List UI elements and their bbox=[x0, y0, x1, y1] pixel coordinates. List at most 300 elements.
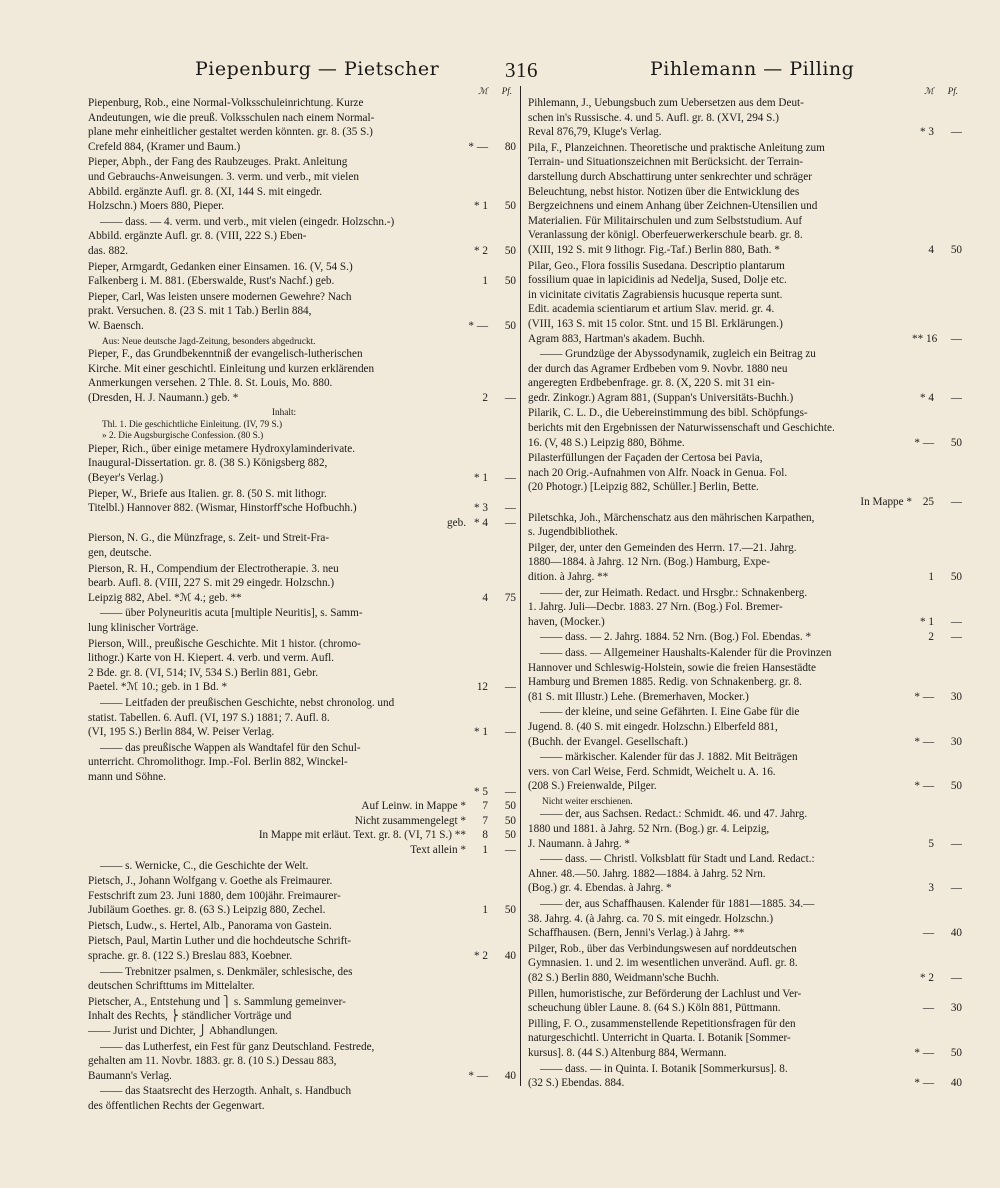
entry-line bbox=[88, 155, 516, 170]
page-number: 316 bbox=[505, 58, 538, 82]
entry-line bbox=[88, 979, 516, 994]
entry-line bbox=[88, 290, 516, 305]
entry-line bbox=[88, 696, 516, 711]
entry-text: vers. von Carl Weise, Ferd. Schmidt, Weichelt u. A. 16. bbox=[528, 765, 776, 778]
entry-line bbox=[528, 765, 962, 780]
price-mark: * 2 bbox=[474, 244, 488, 257]
entry-text: Falkenberg i. M. 881. (Eberswalde, Rust's Nachf.) geb. bbox=[88, 275, 335, 288]
entry-line bbox=[528, 926, 962, 941]
price-pfennig: — bbox=[504, 843, 516, 856]
entry-line bbox=[88, 125, 516, 140]
entry-line bbox=[528, 615, 962, 630]
entry-line bbox=[88, 376, 516, 391]
price-pfennig: — bbox=[950, 615, 962, 628]
entry-line bbox=[528, 317, 962, 332]
price-pfennig: — bbox=[950, 496, 962, 509]
entry-text: Ahner. 48.—50. Jahrg. 1882—1884. à Jahrg. 52 Nrn. bbox=[528, 867, 766, 880]
price-mark: 2 bbox=[482, 391, 488, 404]
entry-text: lung klinischer Vorträge. bbox=[88, 622, 199, 634]
price-pfennig: 50 bbox=[504, 904, 516, 917]
entry-line bbox=[88, 244, 516, 259]
catalog-entry bbox=[528, 852, 962, 896]
entry-text: Pilling, F. O., zusammenstellende Repetitionsfragen für den bbox=[528, 1017, 796, 1030]
entry-text: Pietsch, J., Johann Wolfgang v. Goethe als Freimaurer. bbox=[88, 875, 333, 888]
entry-line bbox=[88, 215, 516, 230]
price-mark: * 1 bbox=[474, 726, 488, 739]
catalog-entry bbox=[528, 705, 962, 749]
price-mark: 2 bbox=[928, 631, 934, 644]
entry-text: Anmerkungen versehen. 2 Thle. 8. St. Louis, Mo. 880. bbox=[88, 377, 333, 390]
entry-text: Holzschn.) Moers 880, Pieper. bbox=[88, 200, 225, 213]
entry-text: —— über Polyneuritis acuta [multiple Neuritis], s. Samm- bbox=[100, 607, 363, 620]
entry-line bbox=[88, 362, 516, 377]
entry-line bbox=[528, 555, 962, 570]
entry-line bbox=[88, 546, 516, 561]
entry-text: Pieper, Abph., der Fang des Raubzeuges. Prakt. Anleitung bbox=[88, 156, 348, 169]
entry-text: —— der, aus Schaffhausen. Kalender für 1881—1885. 34.— bbox=[540, 897, 815, 910]
entry-text: Baumann's Verlag. bbox=[88, 1069, 172, 1082]
entry-text: Pietsch, Ludw., s. Hertel, Alb., Panorama von Gastein. bbox=[88, 919, 332, 932]
price-pfennig: 50 bbox=[950, 1046, 962, 1059]
price-mark: 4 bbox=[482, 591, 488, 604]
catalog-entry bbox=[88, 155, 516, 213]
entry-line bbox=[88, 995, 516, 1010]
entry-line bbox=[528, 214, 962, 229]
entry-line bbox=[528, 406, 962, 421]
entry-line bbox=[88, 785, 516, 800]
entry-text: —— das Staatsrecht des Herzogth. Anhalt, s. Handbuch bbox=[100, 1085, 352, 1098]
entry-line bbox=[528, 243, 962, 258]
price-mark: 12 bbox=[476, 681, 488, 694]
entry-line bbox=[88, 471, 516, 486]
entry-line bbox=[88, 874, 516, 889]
entry-line bbox=[528, 347, 962, 362]
entry-text: (XIII, 192 S. mit 9 lithogr. Fig.-Taf.) Berlin 880, Bath. * bbox=[528, 243, 780, 256]
catalog-entry bbox=[528, 541, 962, 585]
catalog-entry bbox=[528, 897, 962, 941]
entry-text: Nicht weiter erschienen. bbox=[542, 796, 633, 807]
entry-line bbox=[528, 155, 962, 170]
entry-text: Nicht zusammengelegt * bbox=[354, 814, 466, 827]
entry-text: haven, (Mocker.) bbox=[528, 615, 605, 628]
entry-text: —— märkischer. Kalender für das J. 1882. Mit Beiträgen bbox=[540, 751, 798, 764]
price-pfennig: — bbox=[950, 971, 962, 984]
price-pfennig: 30 bbox=[950, 1002, 962, 1015]
catalog-entry bbox=[88, 965, 516, 994]
entry-text: In Mappe * bbox=[860, 496, 912, 509]
entry-line bbox=[528, 779, 962, 794]
entry-text: gehalten am 11. Novbr. 1883. gr. 8. (10 S.) Dessau 883, bbox=[88, 1055, 337, 1068]
entry-line bbox=[88, 934, 516, 949]
catalog-entry bbox=[88, 335, 516, 347]
entry-line bbox=[528, 646, 962, 661]
entry-text: —— der, zur Heimath. Redact. und Hrsgbr.: Schnakenberg. bbox=[540, 586, 808, 599]
price-pfennig: — bbox=[504, 681, 516, 694]
entry-line bbox=[88, 843, 516, 858]
entry-text: fossilium quae in lapicidinis ad Nedelja, Sused, Dolje etc. bbox=[528, 274, 787, 287]
entry-text: Inhalt: bbox=[271, 408, 297, 419]
entry-line bbox=[88, 111, 516, 126]
price-mark: * — bbox=[468, 140, 488, 153]
entry-text: Pila, F., Planzeichnen. Theoretische und praktische Anleitung zum bbox=[528, 141, 825, 154]
entry-line bbox=[528, 541, 962, 556]
price-pfennig: 50 bbox=[504, 814, 516, 827]
entry-text: 16. (V, 48 S.) Leipzig 880, Böhme. bbox=[528, 436, 685, 449]
entry-text: (Buchh. der Evangel. Gesellschaft.) bbox=[528, 735, 688, 748]
entry-text: Schaffhausen. (Bern, Jenni's Verlag.) à Jahrg. ** bbox=[528, 927, 745, 940]
price-pfennig: 30 bbox=[950, 735, 962, 748]
catalog-entry bbox=[88, 741, 516, 858]
price-mark: 1 bbox=[482, 843, 488, 856]
price-unit-header bbox=[528, 84, 962, 96]
catalog-entry bbox=[88, 859, 516, 874]
entry-line bbox=[528, 96, 962, 111]
entry-text: Pietsch, Paul, Martin Luther und die hochdeutsche Schrift- bbox=[88, 935, 352, 948]
entry-line bbox=[528, 466, 962, 481]
entry-text: Hamburg und Bremen 1885. Redig. von Schnakenberg. gr. 8. bbox=[528, 676, 802, 689]
entry-text: Piepenburg, Rob., eine Normal-Volksschuleinrichtung. Kurze bbox=[88, 97, 364, 109]
entry-text: deutschen Schrifttums im Mittelalter. bbox=[88, 980, 255, 993]
price-mark: * 3 bbox=[920, 126, 934, 139]
entry-text: Pietscher, A., Entstehung und ⎫ s. Sammlung gemeinver- bbox=[88, 995, 346, 1008]
entry-text: Auf Leinw. in Mappe * bbox=[361, 800, 466, 813]
entry-text: 2 Bde. gr. 8. (VI, 514; IV, 534 S.) Berlin 881, Gebr. bbox=[88, 666, 319, 679]
entry-text: Inhalt des Rechts, ⎬ ständlicher Vorträge und bbox=[88, 1010, 292, 1023]
catalog-entry bbox=[88, 696, 516, 740]
entry-line bbox=[528, 525, 962, 540]
entry-text: Pilger, der, unter den Gemeinden des Herrn. 17.—21. Jahrg. bbox=[528, 541, 797, 554]
catalog-entry bbox=[528, 511, 962, 540]
price-mark: * 1 bbox=[920, 615, 934, 628]
entry-line bbox=[528, 690, 962, 705]
entry-line bbox=[88, 199, 516, 214]
entry-line bbox=[528, 1031, 962, 1046]
entry-line bbox=[88, 1054, 516, 1069]
entry-text: Veranlassung der königl. Oberfeuerwerkerschule bearb. gr. 8. bbox=[528, 229, 803, 242]
entry-line bbox=[88, 903, 516, 918]
entry-text: Abbild. ergänzte Aufl. gr. 8. (XI, 144 S. mit eingedr. bbox=[88, 185, 323, 198]
price-mark: * 3 bbox=[474, 502, 488, 515]
catalog-entry bbox=[528, 795, 962, 807]
price-pfennig: — bbox=[504, 785, 516, 798]
price-pfennig: 40 bbox=[504, 950, 516, 963]
entry-text: Piletschka, Joh., Märchenschatz aus den mährischen Karpathen, bbox=[528, 511, 815, 524]
price-mark: — bbox=[922, 927, 934, 940]
entry-text: —— der, aus Sachsen. Redact.: Schmidt. 46. und 47. Jahrg. bbox=[540, 808, 808, 821]
entry-text: und Gebrauchs-Anweisungen. 3. verm. und verb., mit vielen bbox=[88, 170, 359, 183]
entry-text: Pieper, W., Briefe aus Italien. gr. 8. (50 S. mit lithogr. bbox=[88, 487, 327, 500]
entry-text: Hannover und Schleswig-Holstein, sowie die freien Hansestädte bbox=[528, 661, 817, 674]
entry-line bbox=[88, 274, 516, 289]
entry-line bbox=[528, 288, 962, 303]
catalog-entry bbox=[528, 586, 962, 630]
entry-line bbox=[88, 456, 516, 471]
entry-line bbox=[88, 711, 516, 726]
entry-text: Terrain- und Situationszeichnen mit Berücksicht. der Terrain- bbox=[528, 156, 804, 169]
entry-line bbox=[528, 511, 962, 526]
entry-line bbox=[528, 971, 962, 986]
catalog-entry bbox=[88, 995, 516, 1039]
entry-line bbox=[528, 720, 962, 735]
price-pfennig: 50 bbox=[950, 436, 962, 449]
catalog-entry bbox=[528, 1017, 962, 1061]
entry-line bbox=[88, 185, 516, 200]
entry-text: —— Trebnitzer psalmen, s. Denkmäler, schlesische, des bbox=[100, 965, 353, 978]
catalog-entry bbox=[88, 487, 516, 531]
entry-line bbox=[528, 1017, 962, 1032]
entry-line bbox=[528, 273, 962, 288]
price-mark: — bbox=[922, 1002, 934, 1015]
entry-line bbox=[88, 828, 516, 843]
entry-text: Agram 883, Hartman's akadem. Buchh. bbox=[528, 332, 705, 345]
entry-text: —— dass. — Christl. Volksblatt für Stadt und Land. Redact.: bbox=[540, 853, 815, 866]
entry-text: W. Baensch. bbox=[88, 319, 144, 332]
entry-line bbox=[88, 442, 516, 457]
entry-text: nach 20 Orig.-Aufnahmen von Alfr. Noack in Genua. Fol. bbox=[528, 466, 788, 479]
entry-line bbox=[88, 1040, 516, 1055]
entry-text: Reval 876,79, Kluge's Verlag. bbox=[528, 126, 662, 139]
entry-text: Festschrift zum 23. Juni 1880, dem 100jähr. Freimaurer- bbox=[88, 889, 341, 902]
entry-line bbox=[88, 799, 516, 814]
entry-text: —— Jurist und Dichter, ⎭ Abhandlungen. bbox=[88, 1025, 278, 1038]
entry-text: Pierson, R. H., Compendium der Electrotherapie. 3. neu bbox=[88, 562, 339, 575]
price-pfennig: 50 bbox=[950, 780, 962, 793]
entry-text: (Beyer's Verlag.) bbox=[88, 472, 164, 485]
entry-text: plane mehr einheitlicher gestaltet werden könnten. gr. 8. (35 S.) bbox=[88, 126, 373, 139]
entry-text: statist. Tabellen. 6. Aufl. (VI, 197 S.) 1881; 7. Aufl. 8. bbox=[88, 711, 330, 724]
entry-text: in vicinitate civitatis Zagrabiensis hucusque reperta sunt. bbox=[528, 288, 783, 301]
entry-text: (208 S.) Freienwalde, Pilger. bbox=[528, 780, 657, 793]
entry-line bbox=[88, 406, 516, 418]
entry-text: (VI, 195 S.) Berlin 884, W. Peiser Verlag. bbox=[88, 726, 275, 739]
entry-text: des öffentlichen Rechts der Gegenwart. bbox=[88, 1100, 265, 1112]
entry-line bbox=[528, 897, 962, 912]
entry-line bbox=[528, 600, 962, 615]
catalog-entry bbox=[528, 646, 962, 704]
price-pfennig: 50 bbox=[504, 200, 516, 213]
entry-text: Andeutungen, wie die preuß. Volksschulen nach einem Normal- bbox=[88, 111, 375, 124]
price-pfennig: 50 bbox=[950, 571, 962, 583]
entry-text: geb. bbox=[447, 516, 466, 529]
price-pfennig: — bbox=[504, 726, 516, 739]
entry-text: (Bog.) gr. 4. Ebendas. à Jahrg. * bbox=[528, 882, 672, 895]
entry-line bbox=[88, 140, 516, 155]
entry-line bbox=[88, 1099, 516, 1114]
entry-line bbox=[88, 606, 516, 621]
entry-text: Jugend. 8. (40 S. mit eingedr. Holzschn.) Elberfeld 881, bbox=[528, 720, 778, 733]
price-mark: ** 16 bbox=[912, 332, 938, 345]
price-pfennig: — bbox=[504, 391, 516, 404]
entry-line bbox=[88, 859, 516, 874]
entry-line bbox=[528, 259, 962, 274]
entry-text: (82 S.) Berlin 880, Weidmann'sche Buchh. bbox=[528, 971, 720, 984]
price-pfennig: 30 bbox=[950, 690, 962, 703]
catalog-entry bbox=[528, 451, 962, 509]
entry-line bbox=[528, 822, 962, 837]
entry-line bbox=[88, 1084, 516, 1099]
entry-text: naturgeschichtl. Unterricht in Quarta. I. Botanik [Sommer- bbox=[528, 1032, 791, 1045]
catalog-entry bbox=[528, 96, 962, 140]
entry-line bbox=[528, 185, 962, 200]
entry-text: Materialien. Für Militairschulen und zum Selbststudium. Auf bbox=[528, 214, 803, 227]
price-mark: 4 bbox=[928, 243, 934, 256]
entry-text: prakt. Versuchen. 8. (23 S. mit 1 Tab.) Berlin 884, bbox=[88, 305, 312, 318]
entry-text: (81 S. mit Illustr.) Lehe. (Bremerhaven, Mocker.) bbox=[528, 690, 749, 703]
entry-line bbox=[528, 125, 962, 140]
entry-line bbox=[528, 942, 962, 957]
entry-text: —— dass. — Allgemeiner Haushalts-Kalender für die Provinzen bbox=[540, 646, 832, 659]
price-mark: * 1 bbox=[474, 472, 488, 485]
catalog-entry bbox=[528, 1062, 962, 1091]
price-pfennig: — bbox=[504, 472, 516, 485]
entry-text: bearb. Aufl. 8. (VIII, 227 S. mit 29 eingedr. Holzschn.) bbox=[88, 577, 335, 590]
entry-text: —— der kleine, und seine Gefährten. I. Eine Gabe für die bbox=[540, 706, 800, 719]
entry-text: unterricht. Chromolithogr. Imp.-Fol. Berlin 882, Winckel- bbox=[88, 756, 348, 769]
entry-line bbox=[88, 637, 516, 652]
price-pfennig: 50 bbox=[504, 829, 516, 842]
entry-line bbox=[88, 651, 516, 666]
entry-line bbox=[88, 621, 516, 636]
catalog-entry bbox=[88, 347, 516, 405]
entry-line bbox=[88, 741, 516, 756]
entry-line bbox=[88, 562, 516, 577]
entry-line bbox=[528, 199, 962, 214]
entry-text: Bergzeichnens und einem Anhang über Zeichnen-Utensilien und bbox=[528, 200, 818, 213]
entry-line bbox=[528, 1001, 962, 1016]
entry-line bbox=[528, 807, 962, 822]
catalog-entry bbox=[88, 1084, 516, 1113]
entry-text: Pierson, Will., preußische Geschichte. Mit 1 histor. (chromo- bbox=[88, 637, 361, 650]
mark-unit: ℳ bbox=[478, 86, 488, 96]
catalog-entry bbox=[528, 987, 962, 1016]
entry-line bbox=[88, 96, 516, 111]
entry-line bbox=[528, 867, 962, 882]
price-pfennig: — bbox=[950, 882, 962, 895]
price-mark: 5 bbox=[928, 837, 934, 850]
price-pfennig: — bbox=[950, 332, 962, 345]
price-mark: 25 bbox=[922, 496, 934, 509]
entry-line bbox=[528, 421, 962, 436]
entry-line bbox=[528, 302, 962, 317]
entry-line bbox=[528, 675, 962, 690]
entry-text: Pihlemann, J., Uebungsbuch zum Uebersetzen aus dem Deut- bbox=[528, 97, 804, 109]
catalog-entry bbox=[88, 406, 516, 441]
entry-text: Jubiläum Goethes. gr. 8. (63 S.) Leipzig 880, Zechel. bbox=[88, 904, 326, 917]
price-mark: * 2 bbox=[474, 950, 488, 963]
entry-text: » 2. Die Augsburgische Confession. (80 S.) bbox=[102, 431, 264, 442]
price-mark: 8 bbox=[482, 829, 488, 842]
entry-line bbox=[528, 111, 962, 126]
entry-line bbox=[88, 418, 516, 430]
catalog-entry bbox=[88, 606, 516, 635]
entry-line bbox=[528, 881, 962, 896]
entry-line bbox=[88, 501, 516, 516]
entry-text: Pieper, Carl, Was leisten unsere modernen Gewehre? Nach bbox=[88, 290, 352, 303]
entry-text: Beleuchtung, nebst histor. Notizen über die Entwicklung des bbox=[528, 185, 800, 198]
entry-line bbox=[528, 630, 962, 645]
entry-line bbox=[528, 837, 962, 852]
price-mark: 1 bbox=[482, 904, 488, 917]
entry-text: sprache. gr. 8. (122 S.) Breslau 883, Koebner. bbox=[88, 950, 293, 963]
entry-text: schen in's Russische. 4. und 5. Aufl. gr. 8. (XVI, 294 S.) bbox=[528, 111, 779, 124]
entry-text: Titelbl.) Hannover 882. (Wismar, Hinstorff'sche Hofbuchh.) bbox=[88, 502, 357, 515]
entry-line bbox=[528, 852, 962, 867]
entry-text: —— dass. — 4. verm. und verb., mit vielen (eingedr. Holzschn.-) bbox=[100, 215, 395, 228]
entry-text: Aus: Neue deutsche Jagd-Zeitung, besonders abgedruckt. bbox=[102, 336, 316, 347]
entry-text: Pilar, Geo., Flora fossilis Susedana. Descriptio plantarum bbox=[528, 259, 785, 272]
entry-text: Thl. 1. Die geschichtliche Einleitung. (IV, 79 S.) bbox=[102, 419, 283, 430]
entry-text: (Dresden, H. J. Naumann.) geb. * bbox=[88, 391, 239, 404]
entry-text: Kirche. Mit einer geschichtl. Einleitung und kurzen erklärenden bbox=[88, 362, 375, 375]
entry-text: darstellung durch Abschattirung unter senkrechter und schräger bbox=[528, 170, 812, 183]
entry-text: J. Naumann. à Jahrg. * bbox=[528, 837, 631, 850]
entry-line bbox=[528, 956, 962, 971]
entry-line bbox=[88, 1069, 516, 1084]
entry-line bbox=[528, 1046, 962, 1061]
entry-line bbox=[528, 586, 962, 601]
entry-text: (20 Photogr.) [Leipzig 882, Schüller.] Berlin, Bette. bbox=[528, 481, 759, 494]
entry-line bbox=[88, 170, 516, 185]
entry-line bbox=[528, 362, 962, 377]
price-mark: * — bbox=[914, 1046, 934, 1059]
entry-line bbox=[88, 531, 516, 546]
entry-text: Crefeld 884, (Kramer und Baum.) bbox=[88, 140, 241, 153]
running-head-left: Piepenburg — Pietscher bbox=[195, 58, 440, 80]
left-column bbox=[88, 84, 516, 1174]
price-pfennig: — bbox=[950, 391, 962, 404]
price-pfennig: 40 bbox=[504, 1069, 516, 1082]
entry-text: Pilarik, C. L. D., die Uebereinstimmung des bibl. Schöpfungs- bbox=[528, 407, 808, 420]
price-mark: * — bbox=[914, 436, 934, 449]
entry-text: Pierson, N. G., die Münzfrage, s. Zeit- und Streit-Fra- bbox=[88, 532, 330, 545]
entry-line bbox=[528, 332, 962, 347]
pf-unit: Pf. bbox=[501, 86, 512, 96]
entry-text: gedr. Zinkogr.) Agram 881, (Suppan's Universitäts-Buchh.) bbox=[528, 391, 794, 404]
catalog-entry bbox=[88, 260, 516, 289]
price-pfennig: — bbox=[950, 631, 962, 644]
entry-line bbox=[528, 451, 962, 466]
entry-text: —— Leitfaden der preußischen Geschichte, nebst chronolog. und bbox=[100, 696, 395, 709]
price-mark: 1 bbox=[928, 571, 934, 583]
entry-text: der durch das Agramer Erdbeben vom 9. Novbr. 1880 neu bbox=[528, 362, 788, 375]
right-column bbox=[528, 84, 962, 1174]
price-mark: * 4 bbox=[474, 516, 488, 529]
entry-text: angeregten Erdbebenfrage. gr. 8. (X, 220 S. mit 31 ein- bbox=[528, 377, 775, 390]
entry-text: s. Jugendbibliothek. bbox=[528, 526, 618, 539]
entry-text: 1. Jahrg. Juli—Decbr. 1883. 27 Nrn. (Bog.) Fol. Bremer- bbox=[528, 601, 783, 614]
catalog-entry bbox=[528, 750, 962, 794]
price-pfennig: — bbox=[950, 126, 962, 139]
entry-text: kursus]. 8. (44 S.) Altenburg 884, Wermann. bbox=[528, 1046, 727, 1059]
catalog-entry bbox=[88, 919, 516, 934]
price-mark: * — bbox=[914, 735, 934, 748]
price-pfennig: 50 bbox=[504, 244, 516, 257]
entry-line bbox=[528, 1076, 962, 1091]
entry-line bbox=[528, 795, 962, 807]
entry-line bbox=[88, 576, 516, 591]
entry-text: (32 S.) Ebendas. 884. bbox=[528, 1077, 625, 1090]
catalog-entry bbox=[528, 347, 962, 405]
price-mark: * — bbox=[914, 780, 934, 793]
catalog-entry bbox=[88, 290, 516, 334]
entry-text: In Mappe mit erläut. Text. gr. 8. (VI, 71 S.) ** bbox=[258, 829, 466, 842]
catalog-entry bbox=[88, 934, 516, 963]
catalog-entry bbox=[88, 215, 516, 259]
entry-line bbox=[88, 487, 516, 502]
entry-line bbox=[528, 735, 962, 750]
entry-line bbox=[88, 814, 516, 829]
price-mark: * — bbox=[914, 1077, 934, 1090]
